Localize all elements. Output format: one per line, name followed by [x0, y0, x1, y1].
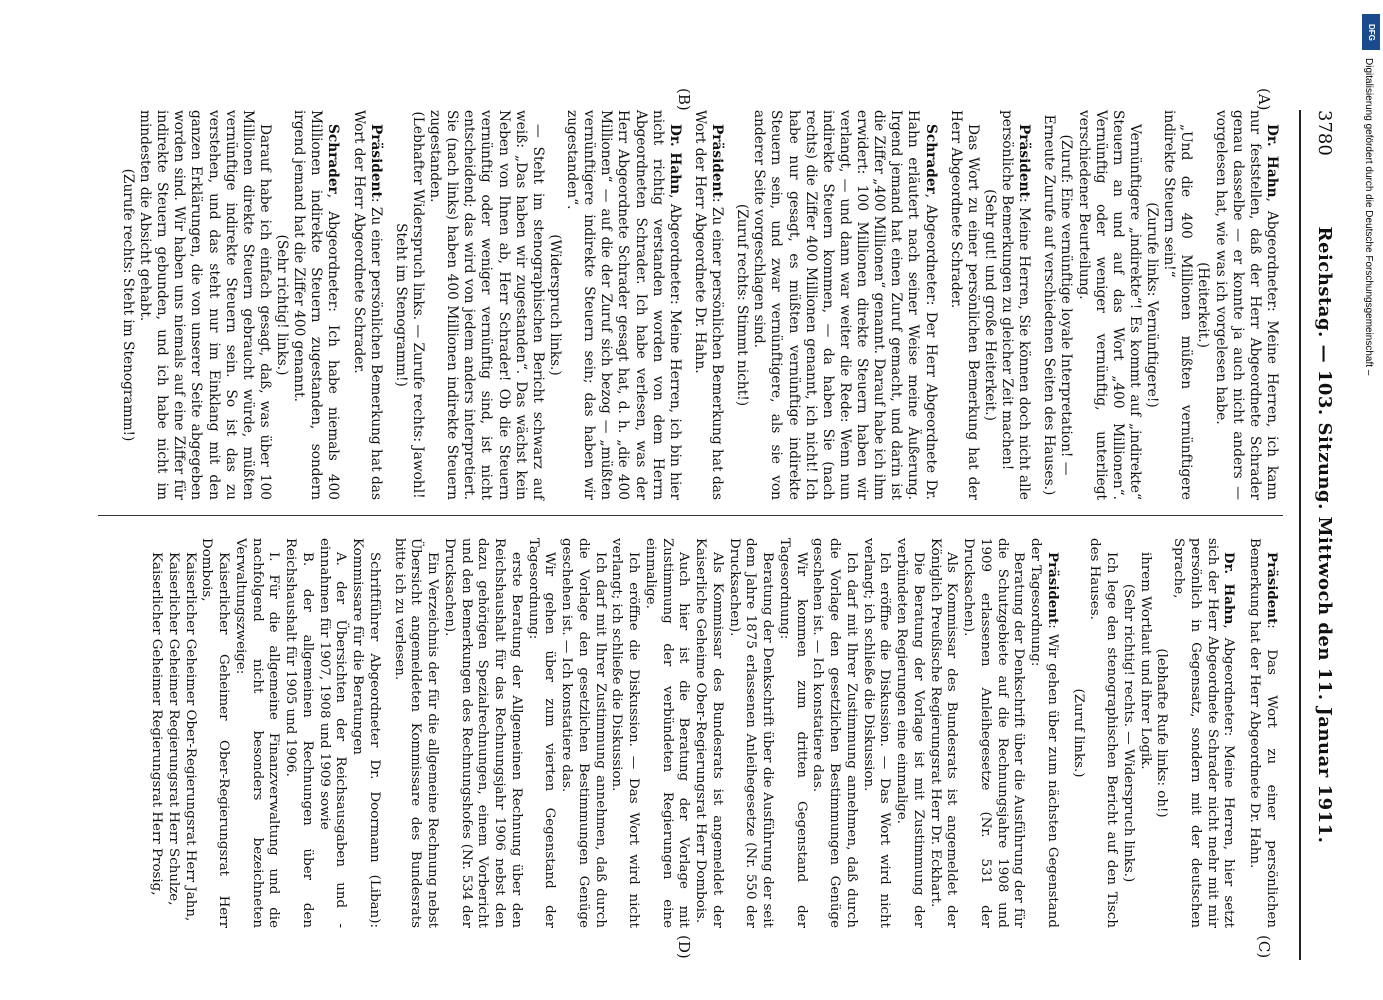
header-rule: [1299, 110, 1301, 960]
dfg-logo: DFG: [1362, 14, 1380, 50]
paragraph: Schrader, Abgeordneter: Ich habe niemals 400 Millionen indirekte Steuern zugestanden, sondern irgend jemand hat die Ziffer 400 genannt.: [291, 110, 342, 500]
paragraph: „Und die 400 Millionen müßten vernünftigere indirekte Steuern sein!“: [1161, 110, 1195, 500]
paragraph: (Sehr richtig! links.): [274, 234, 291, 376]
paragraph: (Zurufe rechts: Steht im Stenogramm!): [120, 168, 136, 442]
paragraph: — Steht im stenographischen Bericht schwarz auf weiß: „Das haben wir zugestanden“. Das wächst kein Neben von Ihnen ab, Herr Schrader! Ob die Steuern vernünftig oder weniger vernünftig sind, ist nicht entscheidend; das wird von jedem anders interpretiert. Sie (nach links) haben 400 Millionen indirekte Steuern zugestanden.: [427, 110, 546, 500]
paragraph: (Widerspruch links.): [547, 234, 563, 376]
paragraph: ihrem Wortlaut und ihrer Logik.: [1137, 552, 1153, 770]
paragraph: Präsident: Zu einer persönlichen Bemerkung hat das Wort der Herr Abgeordnete Schrader.: [350, 110, 384, 500]
paragraph: B. der allgemeinen Rechnungen über den Reichshaushalt für 1905 und 1906.: [283, 538, 315, 928]
paragraph: Kaiserlicher Geheimer Ober-Regierungsrat Herr Dombois,: [199, 538, 232, 928]
paragraph: Wir gehen über zum vierten Gegenstand der Tagesordnung:: [525, 538, 558, 928]
paragraph: Wir kommen zum dritten Gegenstand der Tagesordnung:: [777, 538, 809, 928]
margin-mark-c: (C): [1255, 935, 1273, 959]
paragraph: I. Für die allgemeine Finanzverwaltung und die nachfolgend nicht besonders bezeichneten Verwaltungszweige:: [233, 538, 282, 928]
paragraph: Kaiserlicher Geheimer Ober-Regierungsrat Herr Jahn,: [182, 552, 198, 922]
left-column: [119, 110, 1288, 500]
paragraph: Auch hier ist die Beratung der Vorlage mit Zustimmung der verbündeten Regierungen eine einmalige.: [643, 538, 692, 928]
paragraph: Schrader, Abgeordneter: Der Herr Abgeordnete Dr. Hahn erläutert nach seiner Weise meine Äußerung. Irgend jemand hat einen Zuruf gemacht, und darin ist die Ziffer „400 Millionen“ genannt. Darauf habe ich ihm erwidert: 100 Millionen direkte Steuern haben wir verlangt, — und dann war weiter die Rede: Wenn nun indirekte Steuern kommen, — da haben Sie (nach rechts) die Ziffer 400 Millionen genannt, ich nicht! Ich habe nur gesagt, es müßten vernünftige indirekte Steuern sein, und zwar vernünftigere, als sie von anderer Seite vorgeschlagen sind.: [751, 110, 939, 500]
paragraph: Dr. Hahn, Abgeordneter: Meine Herren, ich kann nur feststellen, daß der Herr Abgeordnete Schrader genau dasselbe — er konnte ja auch nicht anders — vorgelesen hat, wie was ich vorgelesen habe.: [1212, 110, 1280, 500]
paragraph: Präsident: Wir gehen über zum nächsten Gegenstand der Tagesordnung:: [1028, 538, 1061, 928]
margin-mark-b: (B): [675, 88, 693, 111]
credit-text: Digitalisierung gefördert durch die Deutsche Forschungsgemeinschaft –: [1363, 58, 1374, 376]
paragraph: (Lebhafter Widerspruch links. — Zurufe rechts: Jawohl! Steht im Stenogramm!): [392, 111, 426, 499]
paragraph: A. der Übersichten der Reichsausgaben und -einnahmen für 1907, 1908 und 1909 sowie: [316, 538, 349, 928]
margin-mark-a: (A): [1255, 88, 1273, 111]
paragraph: Die Beratung der Vorlage ist mit Zustimmung der verbündeten Regierungen eine einmalige.: [894, 538, 926, 928]
page-header: [1309, 110, 1335, 960]
paragraph: Beratung der Denkschrift über die Ausführung der für die Schutzgebiete auf die Rechnungsjahre 1908 und 1909 erlassenen Anleihegesetze (Nr. 531 der Drucksachen).: [961, 538, 1027, 928]
running-title: Reichstag. — 103. Sitzung. Mittwoch den 11. Januar 1911.: [1314, 226, 1335, 844]
paragraph: Das Wort zu einer persönlichen Bemerkung hat der Herr Abgeordnete Schrader.: [947, 110, 981, 500]
paragraph: Darauf habe ich einfach gesagt, daß, was über 100 Millionen direkte Steuern gebraucht würde, müßten vernünftige indirekte Steuern sein. So ist das zu verstehen, und das steht nur im Einklang mit den ganzen Erklärungen, die von unserer Seite abgegeben worden sind. Wir haben uns niemals auf eine Ziffer für indirekte Steuern gebunden, und ich habe nicht im mindesten die Absicht gehabt.: [137, 110, 273, 500]
paragraph: Als Kommissar des Bundesrats ist angemeldet der Königlich Preußische Regierungsrat Herr Dr. Eckhart.: [927, 538, 960, 928]
column-divider: [98, 515, 1283, 516]
paragraph: (Zuruf: Eine vernünftige loyale Interpretation! — Erneute Zurufe auf verschiedenen Seiten des Hauses.): [1041, 114, 1075, 496]
paragraph: Kaiserlicher Geheimer Regierungsrat Herr Prosig,: [149, 552, 165, 896]
page-number: 3780: [1314, 110, 1335, 156]
paragraph: (Zuruf rechts: Stimmt nicht!): [734, 203, 751, 407]
paragraph: Beratung der Denkschrift über die Ausführung der seit dem Jahre 1875 erlassenen Anleihegesetze (Nr. 550 der Drucksachen).: [726, 538, 776, 928]
paragraph: Kaiserlicher Geheimer Regierungsrat Herr Schulze,: [166, 552, 181, 906]
paragraph: Ich eröffne die Diskussion. — Das Wort wird nicht verlangt; ich schließe die Diskussion.: [860, 538, 893, 928]
paragraph: erste Beratung der Allgemeinen Rechnung über den Reichshaushalt für das Rechnungsjahr 1906 nebst den dazu gehörigen Spezialrechnungen, einem Vorbericht und den Bemerkungen des Rechnungshofes (Nr. 534 der Drucksachen).: [442, 538, 524, 928]
paragraph: Als Kommissar des Bundesrats ist angemeldet der Kaiserliche Geheime Ober-Regierungsrat Herr Dombois.: [693, 538, 725, 928]
paragraph: Präsident: Das Wort zu einer persönlichen Bemerkung hat der Herr Abgeordnete Dr. Hahn.: [1247, 538, 1280, 928]
right-column: [148, 538, 1289, 928]
paragraph: (Sehr gut! und große Heiterkeit.): [982, 189, 998, 421]
paragraph: Ein Verzeichnis der für die allgemeine Rechnung nebst Übersicht angemeldeten Kommissare des Bundesrats bitte ich zu verlesen.: [391, 538, 441, 928]
paragraph: (Zurufe links: Vernünftigere!): [1144, 202, 1161, 408]
paragraph: Dr. Hahn, Abgeordneter: Meine Herren, hier setzt sich der Herr Abgeordnete Schrader nicht mehr mit mir persönlich in Gegensatz, sondern mit der deutschen Sprache,: [1171, 538, 1238, 928]
paragraph: Ich lege den stenographischen Bericht auf den Tisch des Hauses.: [1087, 538, 1120, 928]
digitization-credit: [1358, 8, 1382, 998]
paragraph: (Sehr richtig! rechts. — Widerspruch links.): [1121, 583, 1136, 883]
paragraph: (Heiterkeit.): [1195, 262, 1212, 348]
paragraph: (Zuruf links.): [1070, 688, 1086, 778]
paragraph: Präsident: Meine Herren, Sie können doch nicht alle persönliche Bemerkungen zu gleicher Zeit machen!: [999, 110, 1033, 500]
paragraph: Vernünftigere „indirekte“! Es kommt auf „indirekte“ Steuern an und auf das Wort „400 Millionen“. Vernünftig oder weniger vernünftig, unterliegt verschiedener Beurteilung.: [1075, 110, 1143, 500]
paragraph: Dr. Hahn, Abgeordneter: Meine Herren, ich bin hier nicht richtig verstanden worden von dem Herrn Abgeordneten Schrader. Ich habe verlesen, was der Herr Abgeordnete Schrader gesagt hat, d. h. „die 400 Millionen“ — auf die der Zuruf sich bezog — „müßten vernünftigere indirekte Steuern sein; das haben wir zugestanden“.: [564, 110, 683, 500]
paragraph: Präsident: Zu einer persönlichen Bemerkung hat das Wort der Herr Abgeordnete Dr. Hahn.: [692, 110, 726, 500]
margin-mark-d: (D): [675, 935, 693, 959]
paragraph: Ich darf mit Ihrer Zustimmung annehmen, daß durch die Vorlage den gesetzlichen Bestimmungen Genüge geschehen ist. — Ich konstatiere das.: [559, 538, 608, 928]
paragraph: Schriftführer Abgeordneter Dr. Doormann (Liban): Kommissare für die Beratungen: [350, 538, 382, 928]
paragraph: Ich darf mit Ihrer Zustimmung annehmen, daß durch die Vorlage den gesetzlichen Bestimmungen Genüge geschehen ist. — Ich konstatiere das.: [810, 538, 859, 928]
paragraph: (lebhafte Rufe links: oh!): [1154, 648, 1170, 818]
paragraph: Ich eröffne die Diskussion. — Das Wort wird nicht verlangt; ich schließe die Diskussion.: [609, 538, 642, 928]
